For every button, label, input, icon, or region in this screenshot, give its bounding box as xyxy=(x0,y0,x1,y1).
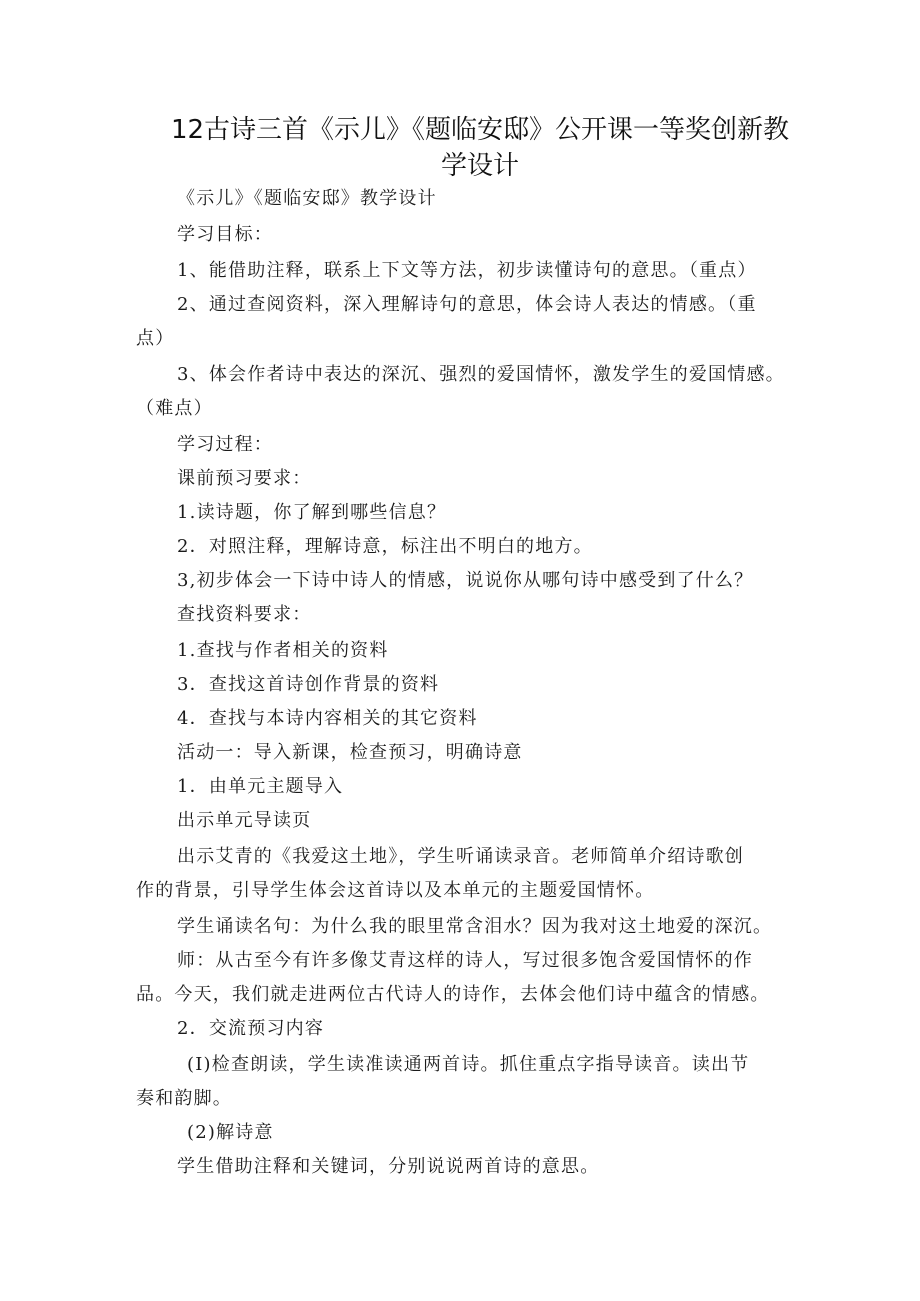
preview-item-3: 3,初步体会一下诗中诗人的情感，说说你从哪句诗中感受到了什么？ xyxy=(177,570,754,591)
goal-1: 1、能借助注释，联系上下文等方法，初步读懂诗句的意思。（重点） xyxy=(177,260,757,281)
research-heading: 查找资料要求： xyxy=(177,604,312,625)
step-2: 2．交流预习内容 xyxy=(177,1018,325,1039)
goal-3: 3、体会作者诗中表达的深沉、强烈的爱国情怀，激发学生的爱国情感。 xyxy=(177,364,785,385)
goal-2: 2、通过查阅资料，深入理解诗句的意思，体会诗人表达的情感。（重 xyxy=(177,294,757,315)
goals-heading: 学习目标： xyxy=(177,224,273,245)
step-2-item-1: (I)检查朗读，学生读准读通两首诗。抓住重点字指导读音。读出节 xyxy=(187,1054,750,1075)
step-2-item-1-continued: 奏和韵脚。 xyxy=(136,1088,232,1109)
preview-item-1: 1.读诗题，你了解到哪些信息？ xyxy=(177,502,447,523)
step-1-text-c: 学生诵读名句：为什么我的眼里常含泪水？因为我对这土地爱的深沉。 xyxy=(177,916,773,937)
research-item-3: 3．查找这首诗创作背景的资料 xyxy=(177,674,440,695)
research-item-1: 1.查找与作者相关的资料 xyxy=(177,640,389,661)
activity-1-heading: 活动一：导入新课，检查预习，明确诗意 xyxy=(177,742,523,763)
process-heading: 学习过程： xyxy=(177,434,273,455)
preview-item-2: 2．对照注释，理解诗意，标注出不明白的地方。 xyxy=(177,536,593,557)
step-1-text-a: 出示单元导读页 xyxy=(177,810,312,831)
step-2-item-2-text: 学生借助注释和关键词，分别说说两首诗的意思。 xyxy=(177,1156,600,1177)
document-title-continued: 学设计 xyxy=(440,151,519,181)
research-item-4: 4．查找与本诗内容相关的其它资料 xyxy=(177,708,478,729)
document-title: 12古诗三首《示儿》《题临安邸》公开课一等奖创新教 xyxy=(170,115,790,145)
goal-3-continued: （难点） xyxy=(136,398,213,419)
step-1: 1．由单元主题导入 xyxy=(177,776,344,797)
step-2-item-2: (2)解诗意 xyxy=(187,1122,274,1143)
step-1-text-b-continued: 作的背景，引导学生体会这首诗以及本单元的主题爱国情怀。 xyxy=(136,880,655,901)
step-1-text-b: 出示艾青的《我爱这土地》，学生听诵读录音。老师简单介绍诗歌创 xyxy=(177,846,744,867)
preview-heading: 课前预习要求： xyxy=(177,468,312,489)
goal-2-continued: 点） xyxy=(136,328,175,349)
step-1-text-d-continued: 品。今天，我们就走进两位古代诗人的诗作，去体会他们诗中蕴含的情感。 xyxy=(136,984,770,1005)
subtitle: 《示儿》《题临安邸》教学设计 xyxy=(177,188,437,209)
step-1-text-d: 师：从古至今有许多像艾青这样的诗人，写过很多饱含爱国情怀的作 xyxy=(177,950,753,971)
